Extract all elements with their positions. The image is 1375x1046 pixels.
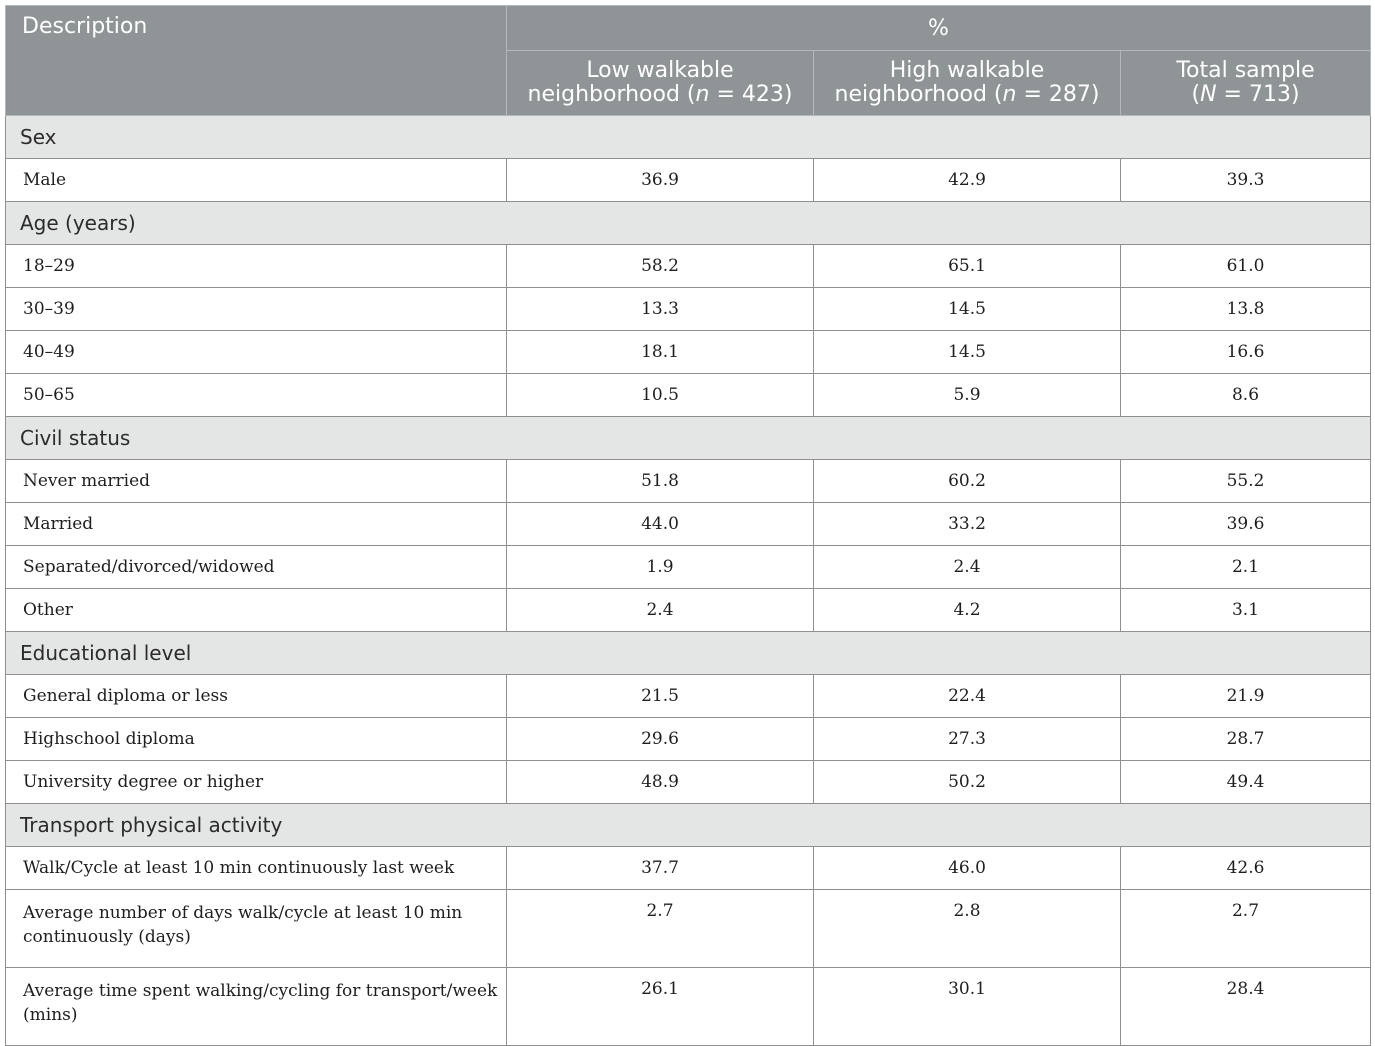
value-cell: 65.1: [814, 245, 1121, 288]
section-title: Educational level: [6, 632, 1371, 675]
value-cell: 60.2: [814, 460, 1121, 503]
column-header-line2-pre: (: [1191, 82, 1201, 107]
value-cell: 18.1: [507, 331, 814, 374]
value-cell: 42.9: [814, 159, 1121, 202]
header-row-1: [6, 6, 1371, 51]
value-cell: 1.9: [507, 546, 814, 589]
table-row: [6, 718, 1371, 761]
column-header-line1: High walkable: [889, 58, 1045, 83]
value-cell: 21.9: [1121, 675, 1371, 718]
column-header-line2-pre: neighborhood (: [527, 82, 696, 107]
section-row: [6, 417, 1371, 460]
high-walkable-header: [814, 51, 1121, 116]
table-body: [6, 116, 1371, 1046]
row-label: Walk/Cycle at least 10 min continuously last week: [6, 847, 507, 890]
row-label: 50–65: [6, 374, 507, 417]
value-cell: 29.6: [507, 718, 814, 761]
value-cell: 2.4: [507, 589, 814, 632]
table-row: [6, 968, 1371, 1046]
column-header-line1: Total sample: [1176, 58, 1315, 83]
value-cell: 55.2: [1121, 460, 1371, 503]
value-cell: 44.0: [507, 503, 814, 546]
row-label: Male: [6, 159, 507, 202]
table-row: [6, 589, 1371, 632]
section-title: Sex: [6, 116, 1371, 159]
row-label: Separated/divorced/widowed: [6, 546, 507, 589]
value-cell: 42.6: [1121, 847, 1371, 890]
value-cell: 2.7: [507, 890, 814, 968]
table-row: [6, 761, 1371, 804]
column-header-line2-pre: neighborhood (: [834, 82, 1003, 107]
value-cell: 39.6: [1121, 503, 1371, 546]
column-header-line1: Low walkable: [586, 58, 734, 83]
value-cell: 16.6: [1121, 331, 1371, 374]
section-row: [6, 804, 1371, 847]
value-cell: 48.9: [507, 761, 814, 804]
value-cell: 2.1: [1121, 546, 1371, 589]
percent-header: %: [507, 6, 1371, 51]
row-label: Average time spent walking/cycling for transport/week (mins): [6, 968, 507, 1046]
column-header-line2-post: = 713): [1216, 82, 1300, 107]
row-label: Married: [6, 503, 507, 546]
column-header-var: n: [695, 82, 710, 107]
value-cell: 51.8: [507, 460, 814, 503]
description-header: Description: [6, 6, 507, 116]
table-row: [6, 675, 1371, 718]
value-cell: 2.8: [814, 890, 1121, 968]
value-cell: 33.2: [814, 503, 1121, 546]
row-label: Average number of days walk/cycle at least 10 min continuously (days): [6, 890, 507, 968]
value-cell: 4.2: [814, 589, 1121, 632]
row-label: University degree or higher: [6, 761, 507, 804]
value-cell: 14.5: [814, 331, 1121, 374]
value-cell: 8.6: [1121, 374, 1371, 417]
table-row: [6, 546, 1371, 589]
value-cell: 46.0: [814, 847, 1121, 890]
value-cell: 2.7: [1121, 890, 1371, 968]
column-header-line2-post: = 287): [1016, 82, 1100, 107]
total-sample-header: [1121, 51, 1371, 116]
table-row: [6, 159, 1371, 202]
row-label: Other: [6, 589, 507, 632]
row-label: 18–29: [6, 245, 507, 288]
value-cell: 61.0: [1121, 245, 1371, 288]
row-label: Highschool diploma: [6, 718, 507, 761]
value-cell: 22.4: [814, 675, 1121, 718]
value-cell: 2.4: [814, 546, 1121, 589]
value-cell: 13.3: [507, 288, 814, 331]
column-header-var: N: [1200, 82, 1217, 107]
value-cell: 37.7: [507, 847, 814, 890]
value-cell: 10.5: [507, 374, 814, 417]
value-cell: 39.3: [1121, 159, 1371, 202]
value-cell: 49.4: [1121, 761, 1371, 804]
value-cell: 28.7: [1121, 718, 1371, 761]
demographics-table: [5, 5, 1371, 1046]
column-header-var: n: [1002, 82, 1017, 107]
section-row: [6, 116, 1371, 159]
table-row: [6, 503, 1371, 546]
row-label: General diploma or less: [6, 675, 507, 718]
value-cell: 13.8: [1121, 288, 1371, 331]
value-cell: 3.1: [1121, 589, 1371, 632]
value-cell: 14.5: [814, 288, 1121, 331]
value-cell: 27.3: [814, 718, 1121, 761]
value-cell: 58.2: [507, 245, 814, 288]
table-row: [6, 847, 1371, 890]
value-cell: 50.2: [814, 761, 1121, 804]
section-title: Age (years): [6, 202, 1371, 245]
section-title: Transport physical activity: [6, 804, 1371, 847]
table-row: [6, 245, 1371, 288]
row-label: 30–39: [6, 288, 507, 331]
value-cell: 36.9: [507, 159, 814, 202]
section-row: [6, 632, 1371, 675]
section-title: Civil status: [6, 417, 1371, 460]
value-cell: 26.1: [507, 968, 814, 1046]
low-walkable-header: [507, 51, 814, 116]
value-cell: 28.4: [1121, 968, 1371, 1046]
column-header-line2-post: = 423): [709, 82, 793, 107]
value-cell: 21.5: [507, 675, 814, 718]
value-cell: 30.1: [814, 968, 1121, 1046]
table-row: [6, 288, 1371, 331]
section-row: [6, 202, 1371, 245]
table-row: [6, 331, 1371, 374]
row-label: 40–49: [6, 331, 507, 374]
table-row: [6, 890, 1371, 968]
value-cell: 5.9: [814, 374, 1121, 417]
table-row: [6, 374, 1371, 417]
row-label: Never married: [6, 460, 507, 503]
table-row: [6, 460, 1371, 503]
